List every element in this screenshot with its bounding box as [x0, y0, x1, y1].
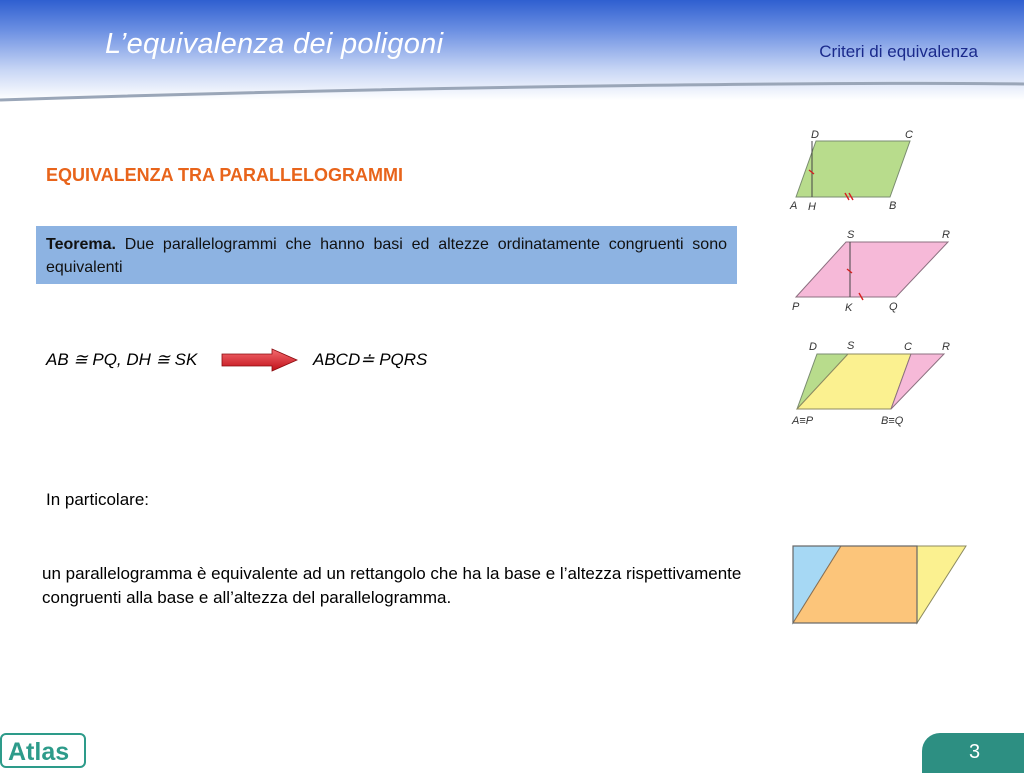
atlas-logo	[0, 733, 86, 768]
atlas-logo-text: Atlas	[8, 738, 70, 766]
label-D: D	[809, 341, 817, 353]
figure-overlap	[788, 335, 963, 435]
theorem-box	[36, 226, 737, 284]
figure-parallelogram-rectangle	[788, 540, 973, 630]
label-C: C	[905, 129, 913, 141]
page-title: L’equivalenza dei poligoni	[105, 28, 444, 60]
label-R: R	[942, 341, 950, 353]
label-A: A	[790, 200, 798, 212]
in-particolare-label: In particolare:	[46, 490, 149, 509]
corollary-paragraph: un parallelogramma è equivalente ad un rettangolo che ha la base e l’altezza rispettivamente congruenti alla base e all’altezza del parallelogramma.	[42, 564, 742, 607]
label-AP: A≡P	[792, 415, 814, 427]
formula-thesis: ABCD≐ PQRS	[313, 350, 428, 369]
page-number-tab	[922, 733, 1024, 773]
label-K: K	[845, 302, 853, 314]
label-BQ: B≡Q	[881, 415, 904, 427]
label-B: B	[889, 200, 897, 212]
theorem-label: Teorema.	[46, 236, 116, 253]
figure-parallelogram-abcd	[788, 125, 928, 215]
header-divider	[0, 80, 1024, 110]
figure-parallelogram-pqrs	[788, 225, 958, 320]
label-C: C	[904, 341, 912, 353]
section-title: EQUIVALENZA TRA PARALLELOGRAMMI	[46, 165, 403, 185]
label-R: R	[942, 229, 950, 241]
label-S: S	[847, 340, 855, 352]
implies-arrow-icon	[220, 348, 300, 372]
label-P: P	[792, 301, 800, 313]
label-H: H	[808, 201, 816, 213]
formula-hypothesis: AB ≅ PQ, DH ≅ SK	[46, 350, 198, 369]
page-number: 3	[968, 741, 981, 763]
theorem-text: Due parallelogrammi che hanno basi ed altezze ordinatamente congruenti sono equivalenti	[46, 236, 728, 276]
label-Q: Q	[889, 301, 898, 313]
page-subtitle: Criteri di equivalenza	[819, 42, 978, 61]
label-D: D	[811, 129, 819, 141]
label-S: S	[847, 229, 855, 241]
